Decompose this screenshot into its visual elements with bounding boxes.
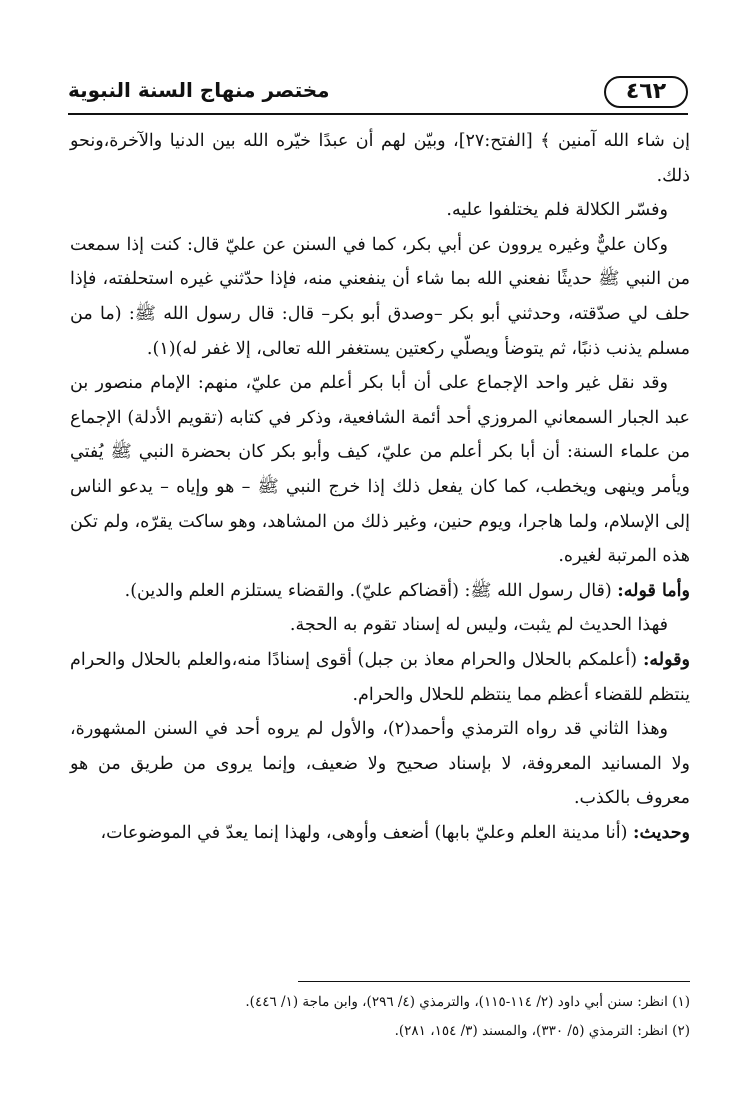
footnote-2: (٢) انظر: الترمذي (٥/ ٣٣٠)، والمسند (٣/ ١٥٤، ٢٨١).	[394, 1023, 690, 1039]
paragraph-5-lead: وأما قوله:	[617, 580, 690, 601]
paragraph-7-lead: وقوله:	[642, 649, 690, 670]
page-header	[68, 76, 688, 116]
paragraph-7	[70, 643, 690, 712]
paragraph-5	[70, 574, 690, 609]
page-body	[70, 124, 690, 850]
paragraph-8: وهذا الثاني قد رواه الترمذي وأحمد(٢)، والأول لم يروه أحد في السنن المشهورة، ولا المسانيد المعروفة، لا بإسناد صحيح ولا ضعيف، وإنما يروى من طريق من هو معروف بالكذب.	[70, 719, 690, 809]
paragraph-7-text: (أعلمكم بالحلال والحرام معاذ بن جبل) أقوى إسنادًا منه،والعلم بالحلال والحرام ينتظم للقضاء أعظم مما ينتظم للحلال والحرام.	[70, 649, 690, 705]
paragraph-5-text: (قال رسول الله ﷺ: (أقضاكم عليّ). والقضاء يستلزم العلم والدين).	[124, 580, 618, 601]
paragraph-1: إن شاء الله آمنين ﴾ [الفتح:٢٧]، وبيّن لهم أن عبدًا خيّره الله بين الدنيا والآخرة،ونحو ذلك.	[70, 131, 690, 186]
footnotes	[70, 988, 690, 1046]
header-divider	[68, 113, 688, 115]
paragraph-9	[70, 816, 690, 851]
footnote-divider	[298, 981, 690, 982]
paragraph-9-lead: وحديث:	[633, 822, 690, 843]
book-title: مختصر منهاج السنة النبوية	[68, 78, 330, 102]
paragraph-9-text: (أنا مدينة العلم وعليّ بابها) أضعف وأوهى، ولهذا إنما يعدّ في الموضوعات،	[100, 822, 634, 843]
paragraph-3: وكان عليٌّ وغيره يروون عن أبي بكر، كما في السنن عن عليّ قال: كنت إذا سمعت من النبي ﷺ حديثًا نفعني الله بما شاء أن ينفعني منه، فإذا حدّثني غيره استحلفته، فإذا حلف لي صدّقته، وحدثني أبو بكر –وصدق أبو بكر– قال: قال رسول الله ﷺ: (ما من مسلم يذنب ذنبًا، ثم يتوضأ ويصلّي ركعتين يستغفر الله تعالى، إلا غفر له)(١).	[70, 234, 690, 359]
paragraph-4: وقد نقل غير واحد الإجماع على أن أبا بكر أعلم من عليّ، منهم: الإمام منصور بن عبد الجبار السمعاني المروزي أحد أئمة الشافعية، وذكر في كتابه (تقويم الأدلة) الإجماع من علماء السنة: أن أبا بكر أعلم من عليّ، كيف وأبو بكر كان بحضرة النبي ﷺ يُفتي ويأمر وينهى ويخطب، كما كان يفعل ذلك إذا خرج النبي ﷺ – هو وإياه – يدعو الناس إلى الإسلام، ولما هاجرا، ويوم حنين، وغير ذلك من المشاهد، وهو ساكت يقرّه، ولم تكن هذه المرتبة لغيره.	[70, 373, 690, 567]
page-number: ٤٦٢	[604, 76, 688, 108]
paragraph-6: فهذا الحديث لم يثبت، وليس له إسناد تقوم به الحجة.	[289, 615, 668, 636]
footnote-1: (١) انظر: سنن أبي داود (٢/ ١١٤-١١٥)، والترمذي (٤/ ٢٩٦)، وابن ماجة (١/ ٤٤٦).	[245, 994, 690, 1010]
paragraph-2: وفسّر الكلالة فلم يختلفوا عليه.	[446, 200, 668, 221]
